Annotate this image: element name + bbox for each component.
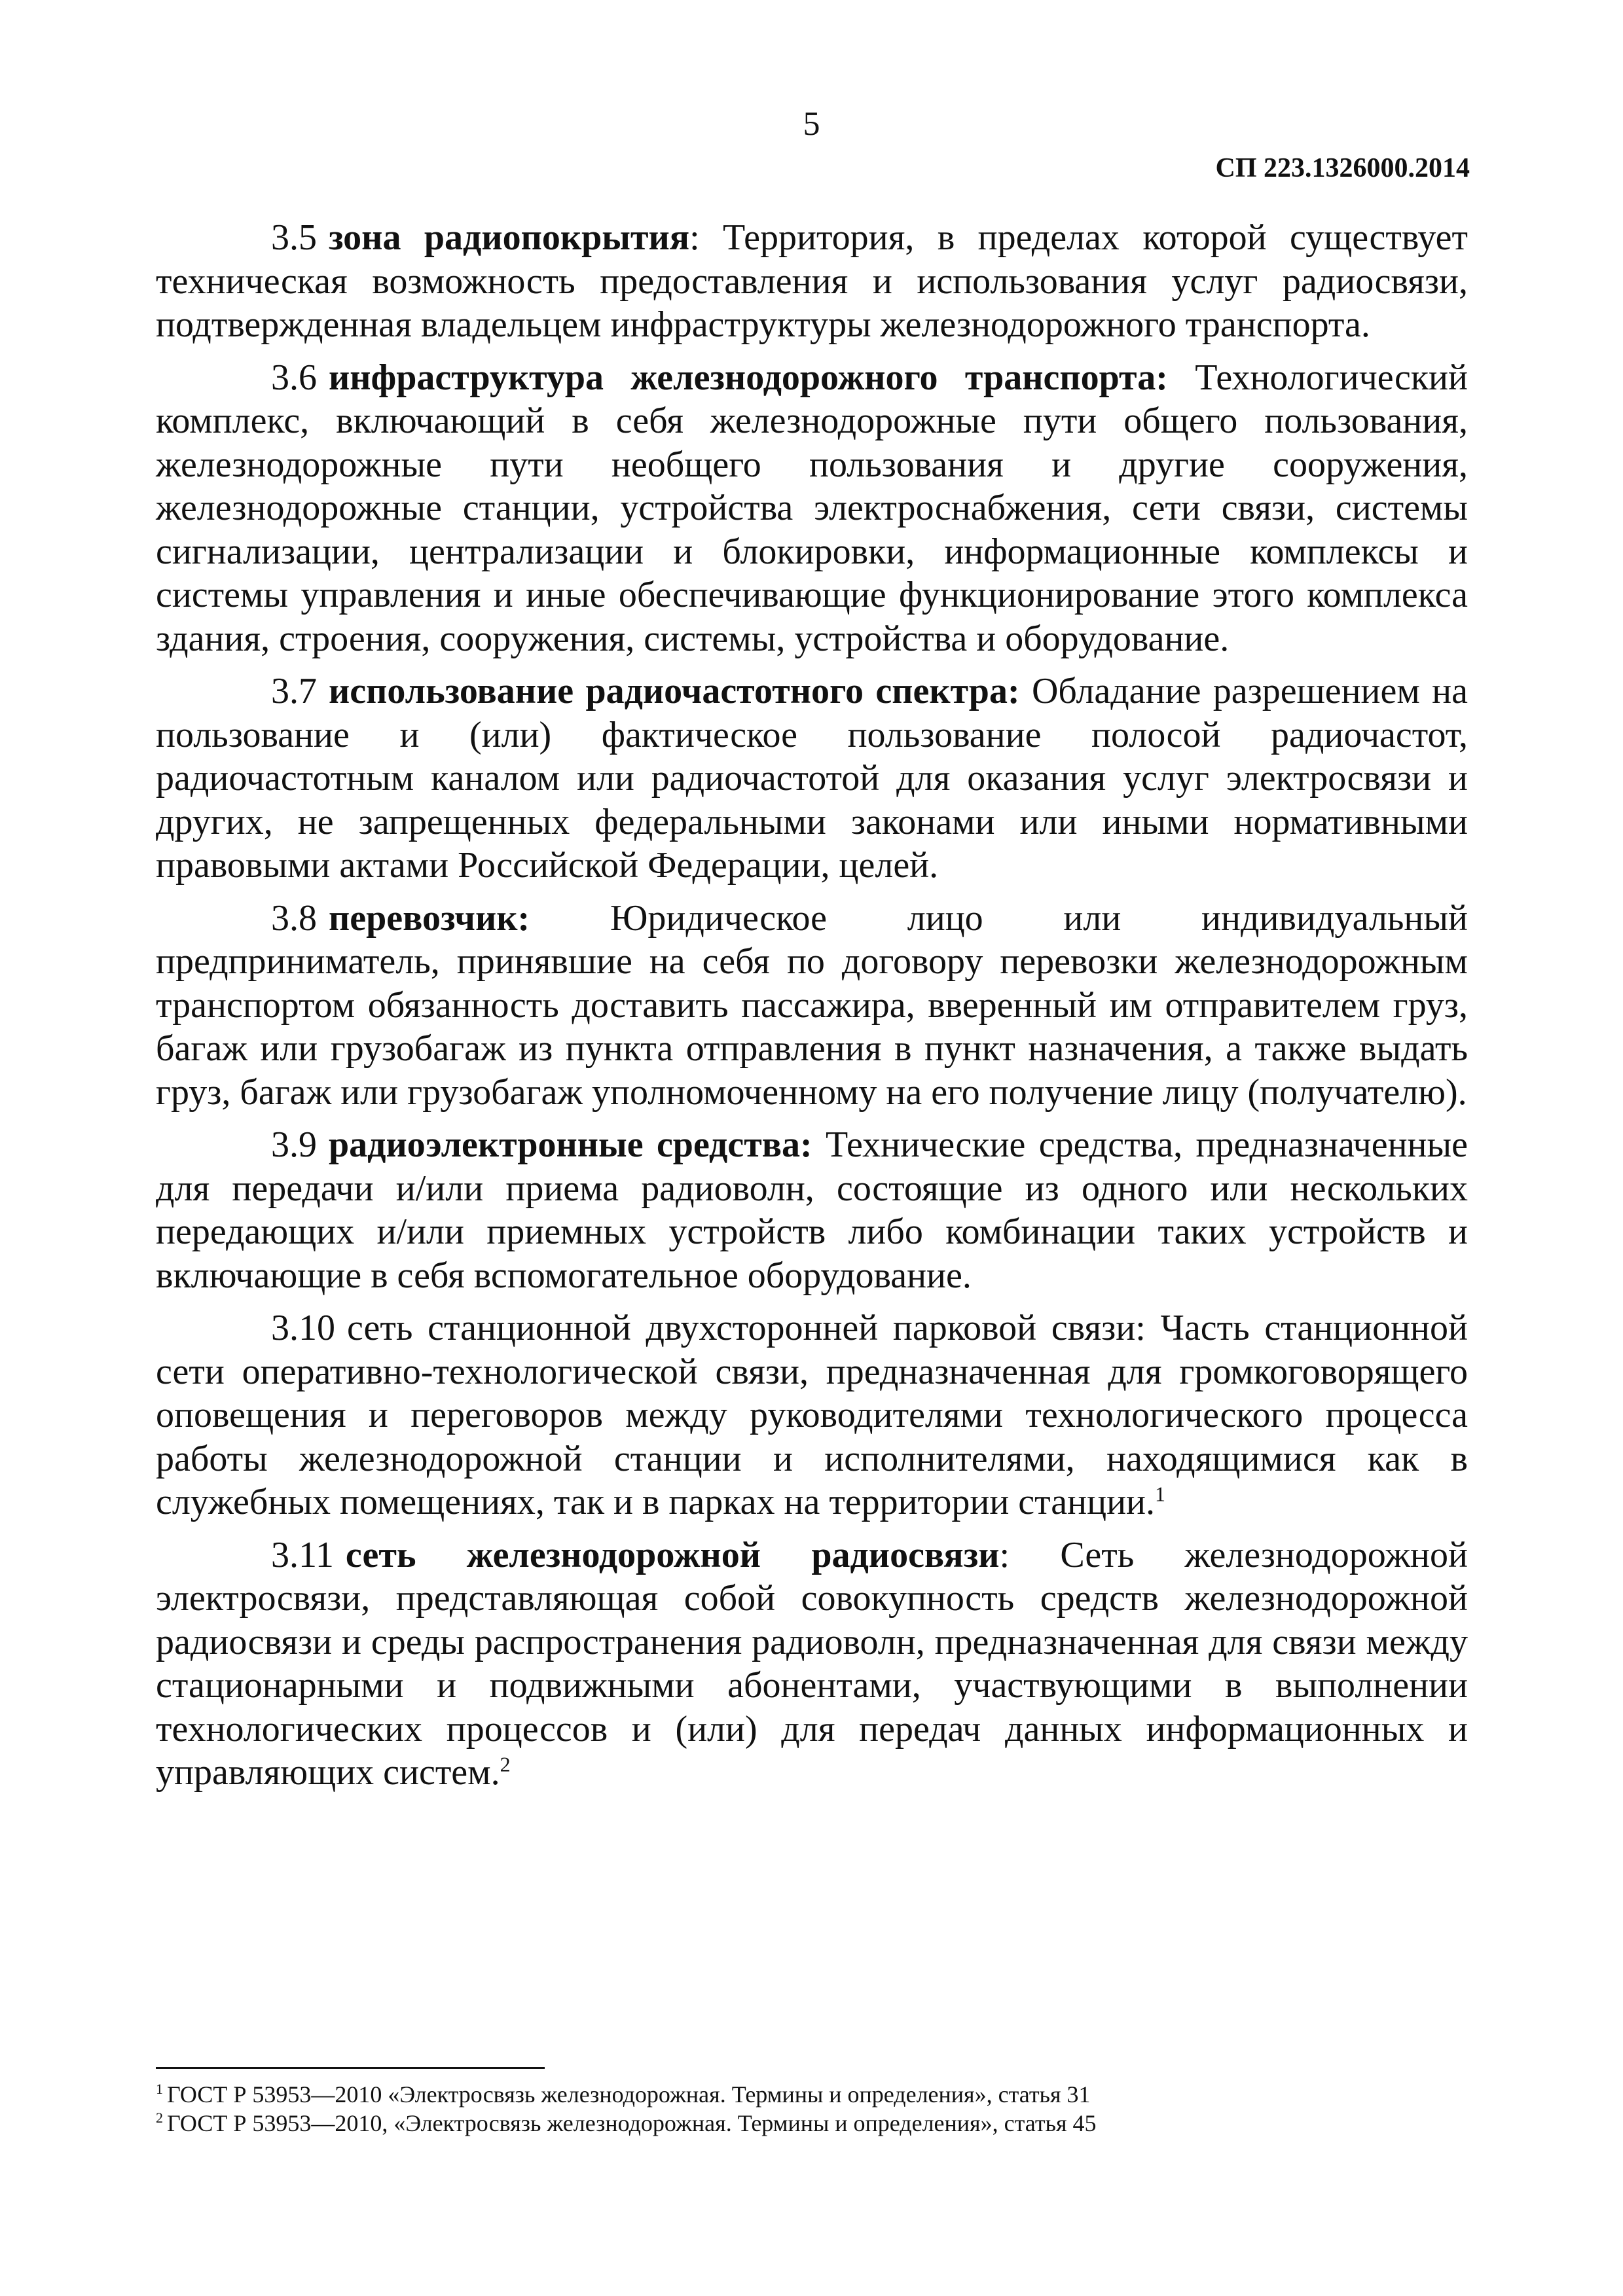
footnote-text: ГОСТ Р 53953—2010 «Электросвязь железнодорожная. Термины и определения», статья 31 [167, 2081, 1091, 2108]
term-entry-3-8 [156, 897, 1468, 1115]
term-definition: Территория, в пределах которой существует техническая возможность предоставления и использования услуг радиосвязи, подтвержденная владельцем инфраструктуры железнодорожного транспорта. [156, 217, 1468, 345]
term-definition: Технические средства, предназначенные для передачи и/или приема радиоволн, состоящие из одного или нескольких передающих и/или приемных устройств либо комбинации таких устройств и включающие в себя вспомогательное оборудование. [156, 1124, 1468, 1296]
term-entry-3-6 [156, 356, 1468, 661]
footnote-mark: 1 [156, 2081, 163, 2097]
footnote-mark: 2 [156, 2109, 163, 2126]
footnote-reference: 2 [500, 1752, 511, 1776]
term-definition: Обладание разрешением на пользование и (или) фактическое пользование полосой радиочастот, радиочастотным каналом или радиочастотой для оказания услуг электросвязи и других, не запрещенных федеральными законами или иными нормативными правовыми актами Российской Федерации, целей. [156, 671, 1468, 886]
term-number: 3.5 [271, 217, 317, 258]
term-name: зона радиопокрытия [329, 217, 690, 258]
page-number: 5 [803, 105, 820, 143]
term-entry-3-5 [156, 216, 1468, 347]
term-definition: Сеть железнодорожной электросвязи, представляющая собой совокупность средств железнодорожной радиосвязи и среды распространения радиоволн, предназначенная для связи между стационарными и подвижными абонентами, участвующими в выполнении технологических процессов и (или) для передач данных информационных и управляющих систем. [156, 1534, 1468, 1793]
term-entry-3-7 [156, 670, 1468, 888]
footnote-1 [156, 2080, 1468, 2109]
footnote-2 [156, 2109, 1468, 2138]
term-separator: : [689, 217, 700, 258]
footnote-text: ГОСТ Р 53953—2010, «Электросвязь железнодорожная. Термины и определения», статья 45 [167, 2110, 1097, 2136]
footnote-reference: 1 [1155, 1482, 1166, 1506]
term-number: 3.7 [271, 671, 317, 711]
term-entry-3-10 [156, 1306, 1468, 1524]
term-name: использование радиочастотного спектра: [329, 671, 1020, 711]
term-name: перевозчик: [329, 897, 530, 939]
terms-list [156, 216, 1468, 1795]
term-number: 3.11 [271, 1534, 334, 1575]
term-separator: : [999, 1534, 1010, 1575]
document-code: СП 223.1326000.2014 [1215, 153, 1470, 183]
term-number: 3.9 [271, 1124, 317, 1165]
term-entry-3-11 [156, 1534, 1468, 1795]
term-definition: Технологический комплекс, включающий в себя железнодорожные пути общего пользования, железнодорожные пути необщего пользования и другие сооружения, железнодорожные станции, устройства электроснабжения, сети связи, системы сигнализации, централизации и блокировки, информационные комплексы и системы управления и иные обеспечивающие функционирование этого комплекса здания, строения, сооружения, системы, устройства и оборудование. [156, 357, 1468, 659]
term-name: инфраструктура железнодорожного транспорта: [329, 357, 1168, 398]
term-name: сеть железнодорожной радиосвязи [345, 1534, 1000, 1575]
term-number: 3.8 [271, 897, 317, 939]
footnotes [156, 2080, 1468, 2138]
term-number: 3.6 [271, 357, 317, 398]
term-definition: Юридическое лицо или индивидуальный предприниматель, принявшие на себя по договору перевозки железнодорожным транспортом обязанность доставить пассажира, вверенный им отправителем груз, багаж или грузобагаж из пункта отправления в пункт назначения, а также выдать груз, багаж или грузобагаж уполномоченному на его получение лицу (получателю). [156, 897, 1468, 1113]
footnote-divider [156, 2067, 545, 2069]
term-name: радиоэлектронные средства: [329, 1124, 812, 1165]
term-entry-3-9 [156, 1123, 1468, 1297]
term-definition: сеть станционной двухсторонней парковой связи: Часть станционной сети оперативно-технологической связи, предназначенная для громкоговорящего оповещения и переговоров между руководителями технологического процесса работы железнодорожной станции и исполнителями, находящимися как в служебных помещениях, так и в парках на территории станции. [156, 1308, 1468, 1522]
term-number: 3.10 [271, 1308, 335, 1348]
